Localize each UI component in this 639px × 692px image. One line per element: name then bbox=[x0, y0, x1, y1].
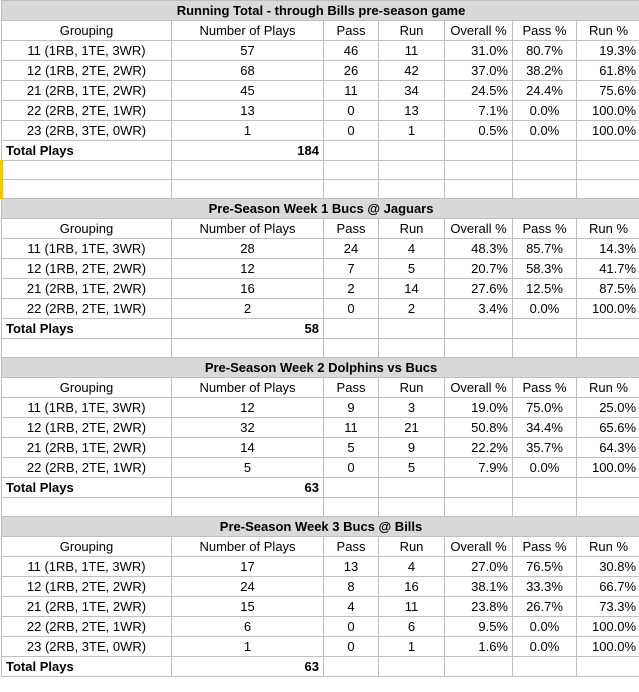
value-cell[interactable]: 13 bbox=[172, 101, 324, 121]
value-cell[interactable]: 24 bbox=[324, 239, 379, 259]
empty-cell[interactable] bbox=[324, 498, 379, 517]
column-header[interactable]: Grouping bbox=[2, 537, 172, 557]
value-cell[interactable]: 13 bbox=[379, 101, 445, 121]
empty-cell[interactable] bbox=[379, 141, 445, 161]
value-cell[interactable]: 0 bbox=[324, 637, 379, 657]
value-cell[interactable]: 14 bbox=[379, 279, 445, 299]
grouping-cell[interactable]: 23 (2RB, 3TE, 0WR) bbox=[2, 637, 172, 657]
value-cell[interactable]: 76.5% bbox=[513, 557, 577, 577]
empty-cell[interactable] bbox=[324, 319, 379, 339]
value-cell[interactable]: 12 bbox=[172, 398, 324, 418]
empty-cell[interactable] bbox=[445, 319, 513, 339]
value-cell[interactable]: 7 bbox=[324, 259, 379, 279]
grouping-cell[interactable]: 22 (2RB, 2TE, 1WR) bbox=[2, 101, 172, 121]
column-header[interactable]: Pass % bbox=[513, 378, 577, 398]
column-header[interactable]: Number of Plays bbox=[172, 21, 324, 41]
value-cell[interactable]: 65.6% bbox=[577, 418, 639, 438]
grouping-cell[interactable]: 12 (1RB, 2TE, 2WR) bbox=[2, 61, 172, 81]
column-header[interactable]: Run % bbox=[577, 537, 639, 557]
value-cell[interactable]: 15 bbox=[172, 597, 324, 617]
value-cell[interactable]: 4 bbox=[379, 557, 445, 577]
value-cell[interactable]: 31.0% bbox=[445, 41, 513, 61]
empty-cell[interactable] bbox=[577, 319, 639, 339]
value-cell[interactable]: 27.0% bbox=[445, 557, 513, 577]
value-cell[interactable]: 17 bbox=[172, 557, 324, 577]
column-header[interactable]: Pass % bbox=[513, 219, 577, 239]
grouping-cell[interactable]: 21 (2RB, 1TE, 2WR) bbox=[2, 597, 172, 617]
table-row bbox=[2, 418, 639, 438]
value-cell[interactable]: 34 bbox=[379, 81, 445, 101]
total-row bbox=[2, 319, 639, 339]
empty-cell[interactable] bbox=[577, 339, 639, 358]
value-cell[interactable]: 19.3% bbox=[577, 41, 639, 61]
empty-cell[interactable] bbox=[2, 180, 172, 199]
column-header[interactable]: Grouping bbox=[2, 378, 172, 398]
value-cell[interactable]: 32 bbox=[172, 418, 324, 438]
table-row bbox=[2, 617, 639, 637]
value-cell[interactable]: 19.0% bbox=[445, 398, 513, 418]
empty-cell[interactable] bbox=[577, 657, 639, 677]
empty-cell[interactable] bbox=[577, 180, 639, 199]
empty-cell[interactable] bbox=[324, 180, 379, 199]
value-cell[interactable]: 12.5% bbox=[513, 279, 577, 299]
column-header[interactable]: Grouping bbox=[2, 219, 172, 239]
value-cell[interactable]: 24 bbox=[172, 577, 324, 597]
table-row bbox=[2, 81, 639, 101]
column-header[interactable]: Number of Plays bbox=[172, 378, 324, 398]
total-row bbox=[2, 657, 639, 677]
empty-cell[interactable] bbox=[445, 657, 513, 677]
value-cell[interactable]: 0.0% bbox=[513, 121, 577, 141]
value-cell[interactable]: 27.6% bbox=[445, 279, 513, 299]
value-cell[interactable]: 100.0% bbox=[577, 101, 639, 121]
grouping-cell[interactable]: 21 (2RB, 1TE, 2WR) bbox=[2, 438, 172, 458]
value-cell[interactable]: 46 bbox=[324, 41, 379, 61]
value-cell[interactable]: 100.0% bbox=[577, 121, 639, 141]
table-row bbox=[2, 299, 639, 319]
empty-cell[interactable] bbox=[513, 657, 577, 677]
empty-cell[interactable] bbox=[445, 339, 513, 358]
value-cell[interactable]: 22.2% bbox=[445, 438, 513, 458]
value-cell[interactable]: 7.1% bbox=[445, 101, 513, 121]
value-cell[interactable]: 11 bbox=[379, 41, 445, 61]
value-cell[interactable]: 73.3% bbox=[577, 597, 639, 617]
empty-cell[interactable] bbox=[324, 657, 379, 677]
empty-cell[interactable] bbox=[577, 141, 639, 161]
value-cell[interactable]: 28 bbox=[172, 239, 324, 259]
value-cell[interactable]: 87.5% bbox=[577, 279, 639, 299]
value-cell[interactable]: 9 bbox=[379, 438, 445, 458]
empty-cell[interactable] bbox=[445, 161, 513, 180]
value-cell[interactable]: 35.7% bbox=[513, 438, 577, 458]
empty-cell[interactable] bbox=[513, 141, 577, 161]
section-title-row bbox=[2, 517, 639, 537]
value-cell[interactable]: 24.4% bbox=[513, 81, 577, 101]
value-cell[interactable]: 100.0% bbox=[577, 299, 639, 319]
value-cell[interactable]: 5 bbox=[172, 458, 324, 478]
column-header[interactable]: Run % bbox=[577, 21, 639, 41]
table-row bbox=[2, 398, 639, 418]
value-cell[interactable]: 2 bbox=[379, 299, 445, 319]
value-cell[interactable]: 0.0% bbox=[513, 101, 577, 121]
value-cell[interactable]: 3.4% bbox=[445, 299, 513, 319]
column-header[interactable]: Overall % bbox=[445, 537, 513, 557]
blank-row bbox=[2, 161, 639, 180]
total-label-cell[interactable]: Total Plays bbox=[2, 141, 172, 161]
value-cell[interactable]: 1 bbox=[379, 121, 445, 141]
value-cell[interactable]: 9.5% bbox=[445, 617, 513, 637]
column-header[interactable]: Pass bbox=[324, 378, 379, 398]
value-cell[interactable]: 75.0% bbox=[513, 398, 577, 418]
column-header[interactable]: Pass bbox=[324, 537, 379, 557]
empty-cell[interactable] bbox=[2, 339, 172, 358]
blank-row bbox=[2, 180, 639, 199]
value-cell[interactable]: 30.8% bbox=[577, 557, 639, 577]
value-cell[interactable]: 5 bbox=[379, 259, 445, 279]
empty-cell[interactable] bbox=[513, 161, 577, 180]
empty-cell[interactable] bbox=[577, 498, 639, 517]
empty-cell[interactable] bbox=[172, 498, 324, 517]
total-row bbox=[2, 141, 639, 161]
empty-cell[interactable] bbox=[379, 657, 445, 677]
table-row bbox=[2, 61, 639, 81]
table-row bbox=[2, 577, 639, 597]
value-cell[interactable]: 68 bbox=[172, 61, 324, 81]
value-cell[interactable]: 6 bbox=[379, 617, 445, 637]
value-cell[interactable]: 23.8% bbox=[445, 597, 513, 617]
table-row bbox=[2, 41, 639, 61]
value-cell[interactable]: 2 bbox=[324, 279, 379, 299]
table-row bbox=[2, 597, 639, 617]
value-cell[interactable]: 0.5% bbox=[445, 121, 513, 141]
empty-cell[interactable] bbox=[379, 498, 445, 517]
empty-cell[interactable] bbox=[577, 478, 639, 498]
value-cell[interactable]: 75.6% bbox=[577, 81, 639, 101]
column-header[interactable]: Run bbox=[379, 219, 445, 239]
empty-cell[interactable] bbox=[577, 161, 639, 180]
empty-cell[interactable] bbox=[513, 498, 577, 517]
value-cell[interactable]: 4 bbox=[379, 239, 445, 259]
value-cell[interactable]: 61.8% bbox=[577, 61, 639, 81]
empty-cell[interactable] bbox=[172, 180, 324, 199]
table-row bbox=[2, 259, 639, 279]
column-header[interactable]: Run % bbox=[577, 378, 639, 398]
empty-cell[interactable] bbox=[513, 319, 577, 339]
section-title[interactable]: Pre-Season Week 1 Bucs @ Jaguars bbox=[2, 199, 639, 219]
value-cell[interactable]: 45 bbox=[172, 81, 324, 101]
empty-cell[interactable] bbox=[379, 339, 445, 358]
empty-cell[interactable] bbox=[445, 498, 513, 517]
column-header[interactable]: Number of Plays bbox=[172, 219, 324, 239]
value-cell[interactable]: 3 bbox=[379, 398, 445, 418]
total-row bbox=[2, 478, 639, 498]
empty-cell[interactable] bbox=[445, 180, 513, 199]
value-cell[interactable]: 1 bbox=[172, 637, 324, 657]
value-cell[interactable]: 13 bbox=[324, 557, 379, 577]
grouping-cell[interactable]: 12 (1RB, 2TE, 2WR) bbox=[2, 418, 172, 438]
value-cell[interactable]: 1.6% bbox=[445, 637, 513, 657]
empty-cell[interactable] bbox=[379, 478, 445, 498]
empty-cell[interactable] bbox=[324, 161, 379, 180]
value-cell[interactable]: 0.0% bbox=[513, 299, 577, 319]
grouping-cell[interactable]: 11 (1RB, 1TE, 3WR) bbox=[2, 398, 172, 418]
table-row bbox=[2, 438, 639, 458]
grouping-cell[interactable]: 12 (1RB, 2TE, 2WR) bbox=[2, 577, 172, 597]
column-header-row bbox=[2, 537, 639, 557]
value-cell[interactable]: 80.7% bbox=[513, 41, 577, 61]
value-cell[interactable]: 85.7% bbox=[513, 239, 577, 259]
total-label-cell[interactable]: Total Plays bbox=[2, 478, 172, 498]
empty-cell[interactable] bbox=[2, 498, 172, 517]
total-value-cell[interactable]: 63 bbox=[172, 478, 324, 498]
empty-cell[interactable] bbox=[172, 339, 324, 358]
column-header[interactable]: Run % bbox=[577, 219, 639, 239]
value-cell[interactable]: 34.4% bbox=[513, 418, 577, 438]
value-cell[interactable]: 50.8% bbox=[445, 418, 513, 438]
value-cell[interactable]: 24.5% bbox=[445, 81, 513, 101]
empty-cell[interactable] bbox=[445, 141, 513, 161]
total-label-cell[interactable]: Total Plays bbox=[2, 319, 172, 339]
value-cell[interactable]: 16 bbox=[379, 577, 445, 597]
table-row bbox=[2, 279, 639, 299]
value-cell[interactable]: 0.0% bbox=[513, 458, 577, 478]
value-cell[interactable]: 41.7% bbox=[577, 259, 639, 279]
grouping-cell[interactable]: 11 (1RB, 1TE, 3WR) bbox=[2, 557, 172, 577]
value-cell[interactable]: 66.7% bbox=[577, 577, 639, 597]
value-cell[interactable]: 58.3% bbox=[513, 259, 577, 279]
value-cell[interactable]: 100.0% bbox=[577, 617, 639, 637]
value-cell[interactable]: 2 bbox=[172, 299, 324, 319]
table-row bbox=[2, 458, 639, 478]
column-header-row bbox=[2, 219, 639, 239]
value-cell[interactable]: 5 bbox=[324, 438, 379, 458]
value-cell[interactable]: 38.2% bbox=[513, 61, 577, 81]
section-title-row bbox=[2, 199, 639, 219]
total-label-cell[interactable]: Total Plays bbox=[2, 657, 172, 677]
value-cell[interactable]: 8 bbox=[324, 577, 379, 597]
column-header[interactable]: Overall % bbox=[445, 219, 513, 239]
value-cell[interactable]: 25.0% bbox=[577, 398, 639, 418]
value-cell[interactable]: 26 bbox=[324, 61, 379, 81]
section-title[interactable]: Running Total - through Bills pre-season game bbox=[2, 1, 639, 21]
value-cell[interactable]: 33.3% bbox=[513, 577, 577, 597]
value-cell[interactable]: 100.0% bbox=[577, 637, 639, 657]
column-header[interactable]: Overall % bbox=[445, 378, 513, 398]
value-cell[interactable]: 11 bbox=[324, 418, 379, 438]
column-header[interactable]: Run bbox=[379, 537, 445, 557]
empty-cell[interactable] bbox=[379, 161, 445, 180]
column-header[interactable]: Pass % bbox=[513, 537, 577, 557]
grouping-cell[interactable]: 21 (2RB, 1TE, 2WR) bbox=[2, 81, 172, 101]
column-header[interactable]: Pass bbox=[324, 21, 379, 41]
grouping-cell[interactable]: 12 (1RB, 2TE, 2WR) bbox=[2, 259, 172, 279]
value-cell[interactable]: 48.3% bbox=[445, 239, 513, 259]
value-cell[interactable]: 9 bbox=[324, 398, 379, 418]
value-cell[interactable]: 21 bbox=[379, 418, 445, 438]
table-row bbox=[2, 121, 639, 141]
column-header[interactable]: Number of Plays bbox=[172, 537, 324, 557]
total-value-cell[interactable]: 184 bbox=[172, 141, 324, 161]
empty-cell[interactable] bbox=[513, 339, 577, 358]
empty-cell[interactable] bbox=[324, 339, 379, 358]
section-title[interactable]: Pre-Season Week 2 Dolphins vs Bucs bbox=[2, 358, 639, 378]
value-cell[interactable]: 38.1% bbox=[445, 577, 513, 597]
empty-cell[interactable] bbox=[324, 478, 379, 498]
value-cell[interactable]: 12 bbox=[172, 259, 324, 279]
value-cell[interactable]: 11 bbox=[324, 81, 379, 101]
table-row bbox=[2, 557, 639, 577]
empty-cell[interactable] bbox=[379, 319, 445, 339]
value-cell[interactable]: 16 bbox=[172, 279, 324, 299]
table-row bbox=[2, 637, 639, 657]
column-header[interactable]: Grouping bbox=[2, 21, 172, 41]
value-cell[interactable]: 1 bbox=[379, 637, 445, 657]
grouping-cell[interactable]: 22 (2RB, 2TE, 1WR) bbox=[2, 299, 172, 319]
column-header-row bbox=[2, 378, 639, 398]
grouping-cell[interactable]: 21 (2RB, 1TE, 2WR) bbox=[2, 279, 172, 299]
column-header[interactable]: Overall % bbox=[445, 21, 513, 41]
empty-cell[interactable] bbox=[324, 141, 379, 161]
blank-row bbox=[2, 339, 639, 358]
value-cell[interactable]: 37.0% bbox=[445, 61, 513, 81]
value-cell[interactable]: 14 bbox=[172, 438, 324, 458]
column-header[interactable]: Run bbox=[379, 21, 445, 41]
grouping-cell[interactable]: 22 (2RB, 2TE, 1WR) bbox=[2, 458, 172, 478]
value-cell[interactable]: 1 bbox=[172, 121, 324, 141]
total-value-cell[interactable]: 58 bbox=[172, 319, 324, 339]
grouping-cell[interactable]: 11 (1RB, 1TE, 3WR) bbox=[2, 239, 172, 259]
value-cell[interactable]: 26.7% bbox=[513, 597, 577, 617]
value-cell[interactable]: 100.0% bbox=[577, 458, 639, 478]
grouping-cell[interactable]: 22 (2RB, 2TE, 1WR) bbox=[2, 617, 172, 637]
table-row bbox=[2, 239, 639, 259]
value-cell[interactable]: 20.7% bbox=[445, 259, 513, 279]
value-cell[interactable]: 0 bbox=[324, 101, 379, 121]
value-cell[interactable]: 0 bbox=[324, 121, 379, 141]
empty-cell[interactable] bbox=[379, 180, 445, 199]
value-cell[interactable]: 0.0% bbox=[513, 637, 577, 657]
value-cell[interactable]: 4 bbox=[324, 597, 379, 617]
grid-body bbox=[2, 1, 639, 677]
section-title-row bbox=[2, 1, 639, 21]
value-cell[interactable]: 57 bbox=[172, 41, 324, 61]
column-header[interactable]: Pass % bbox=[513, 21, 577, 41]
empty-cell[interactable] bbox=[172, 161, 324, 180]
column-header[interactable]: Pass bbox=[324, 219, 379, 239]
table-row bbox=[2, 101, 639, 121]
value-cell[interactable]: 0.0% bbox=[513, 617, 577, 637]
total-value-cell[interactable]: 63 bbox=[172, 657, 324, 677]
value-cell[interactable]: 0 bbox=[324, 299, 379, 319]
value-cell[interactable]: 5 bbox=[379, 458, 445, 478]
grouping-cell[interactable]: 23 (2RB, 3TE, 0WR) bbox=[2, 121, 172, 141]
value-cell[interactable]: 7.9% bbox=[445, 458, 513, 478]
blank-row bbox=[2, 498, 639, 517]
value-cell[interactable]: 42 bbox=[379, 61, 445, 81]
column-header-row bbox=[2, 21, 639, 41]
grouping-cell[interactable]: 11 (1RB, 1TE, 3WR) bbox=[2, 41, 172, 61]
empty-cell[interactable] bbox=[513, 478, 577, 498]
value-cell[interactable]: 6 bbox=[172, 617, 324, 637]
value-cell[interactable]: 0 bbox=[324, 617, 379, 637]
empty-cell[interactable] bbox=[445, 478, 513, 498]
section-title[interactable]: Pre-Season Week 3 Bucs @ Bills bbox=[2, 517, 639, 537]
section-title-row bbox=[2, 358, 639, 378]
value-cell[interactable]: 64.3% bbox=[577, 438, 639, 458]
value-cell[interactable]: 11 bbox=[379, 597, 445, 617]
value-cell[interactable]: 0 bbox=[324, 458, 379, 478]
empty-cell[interactable] bbox=[513, 180, 577, 199]
column-header[interactable]: Run bbox=[379, 378, 445, 398]
value-cell[interactable]: 14.3% bbox=[577, 239, 639, 259]
empty-cell[interactable] bbox=[2, 161, 172, 180]
